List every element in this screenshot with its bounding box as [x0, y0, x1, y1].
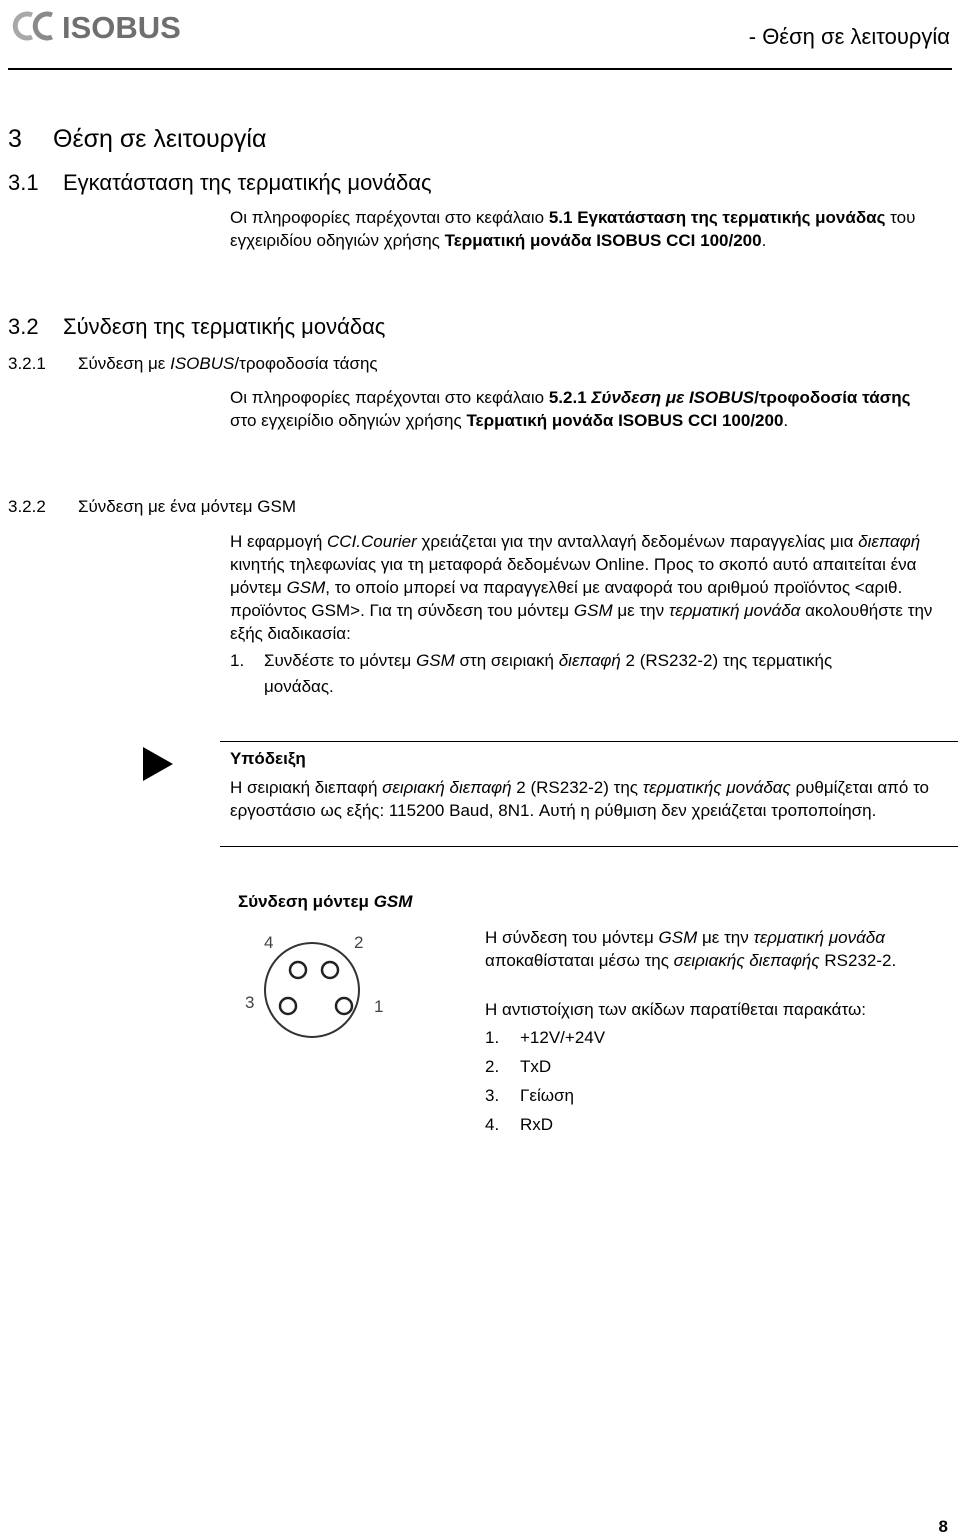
- list-item: [485, 1115, 605, 1144]
- chapter-number: 5.2.1: [548, 388, 592, 407]
- header-title: - Θέση σε λειτουργία: [748, 24, 950, 49]
- text-run: αποκαθίσταται μέσω της: [485, 951, 674, 970]
- text-run: , το οποίο μπορεί να παραγγελθεί με αναφορά του αριθμού προϊόντος <αριθ. προϊόντος GSM>. Για τη σύνδεση του μόντεμ: [230, 578, 903, 620]
- text-run: 2 (RS232-2) της τερματικής: [620, 651, 833, 670]
- paragraph-3-1: [230, 206, 940, 252]
- section-number: 3.2: [8, 314, 39, 339]
- section-title: Θέση σε λειτουργία: [53, 125, 267, 153]
- pin-assignment-list: [485, 1028, 605, 1144]
- term-italic: τερματικής μονάδας: [642, 778, 791, 797]
- term-italic: τερματική μονάδα: [668, 601, 801, 620]
- isobus-logo: [10, 2, 220, 50]
- term-italic: τερματική μονάδα: [753, 928, 885, 947]
- manual-reference: Τερματική μονάδα ISOBUS CCI 100/200: [444, 231, 762, 250]
- term-italic: διεπαφή: [858, 532, 921, 551]
- section-title: Σύνδεση με ένα μόντεμ GSM: [78, 497, 297, 516]
- note-arrow-icon: [143, 747, 173, 781]
- section-number: 3.1: [8, 170, 39, 195]
- section-number: 3.2.2: [8, 497, 46, 516]
- pin-label-3: 3: [245, 993, 255, 1012]
- pin-3-socket: [280, 998, 296, 1014]
- pin-assignment-intro: Η αντιστοίχιση των ακίδων παρατίθεται παρακάτω:: [485, 1000, 866, 1019]
- text-run: Η σύνδεση του μόντεμ: [485, 928, 659, 947]
- section-heading-3-2-2: [8, 497, 296, 517]
- text-run: 2 (RS232-2) της: [511, 778, 643, 797]
- pin-label-2: 2: [354, 933, 364, 952]
- connector-outline: [265, 943, 359, 1037]
- text-run: χρειάζεται για την ανταλλαγή δεδομένων παραγγελίας μια: [416, 532, 859, 551]
- text-run: .: [783, 411, 789, 430]
- chapter-title-italic: Σύνδεση με ISOBUS: [591, 388, 755, 407]
- list-item: [485, 1086, 605, 1115]
- text-run: Οι πληροφορίες παρέχονται στο κεφάλαιο: [230, 388, 549, 407]
- note-bottom-rule: [220, 846, 958, 847]
- pin-label-1: 1: [374, 997, 384, 1016]
- text-run: ακολουθήστε την εξής διαδικασία:: [230, 601, 933, 643]
- connector-diagram: [238, 928, 398, 1038]
- term-italic: GSM: [573, 601, 613, 620]
- pin-label-4: 4: [264, 933, 274, 952]
- term-italic: GSM: [286, 578, 326, 597]
- chapter-reference: 5.1 Εγκατάσταση της τερματικής μονάδας: [548, 208, 886, 227]
- figure-title: [238, 892, 412, 912]
- pin-function: TxD: [520, 1057, 552, 1076]
- list-item: [485, 1028, 605, 1057]
- page-number: 8: [938, 1517, 948, 1536]
- text-run: με την: [612, 601, 669, 620]
- text-run: Συνδέστε το μόντεμ: [264, 651, 417, 670]
- text-run: .: [761, 231, 767, 250]
- pin-number: 3.: [485, 1086, 500, 1105]
- app-name: CCI.Courier: [327, 532, 417, 551]
- term-italic: σειριακή διεπαφή: [382, 778, 512, 797]
- section-heading-3-2: [8, 314, 385, 340]
- note-top-rule: [220, 741, 958, 742]
- title-run: Σύνδεση με: [78, 354, 171, 373]
- pin-number: 2.: [485, 1057, 500, 1076]
- header-divider: [8, 68, 952, 70]
- note-title: Υπόδειξη: [230, 749, 306, 768]
- section-heading-3: [8, 125, 266, 154]
- title-run: /τροφοδοσία τάσης: [234, 354, 378, 373]
- text-run: Η εφαρμογή: [230, 532, 328, 551]
- procedure-step: [230, 648, 940, 700]
- title-run-italic: ISOBUS: [170, 354, 235, 373]
- pin-4-socket: [290, 962, 306, 978]
- pin-number: 1.: [485, 1028, 500, 1047]
- term-italic: GSM: [373, 892, 413, 911]
- section-title: Σύνδεση της τερματικής μονάδας: [63, 314, 386, 339]
- paragraph-3-2-1: [230, 386, 940, 432]
- pin-function: Γείωση: [520, 1086, 574, 1105]
- text-run: Σύνδεση μόντεμ: [238, 892, 374, 911]
- text-run: με την: [697, 928, 754, 947]
- list-item: [485, 1057, 605, 1086]
- figure-description: [485, 926, 955, 972]
- text-run: ρυθμίζεται από το εργοστάσιο ως εξής: 115200 Baud, 8N1. Αυτή η ρύθμιση δεν χρειάζεται τροποποίηση.: [230, 778, 929, 820]
- logo-graphic: [10, 2, 220, 50]
- pin-function: RxD: [520, 1115, 554, 1134]
- section-heading-3-2-1: [8, 354, 378, 374]
- text-run: RS232-2.: [819, 951, 897, 970]
- section-number: 3.2.1: [8, 354, 46, 373]
- paragraph-3-2-2: [230, 530, 940, 645]
- section-title: Εγκατάσταση της τερματικής μονάδας: [63, 170, 432, 195]
- text-run: Οι πληροφορίες παρέχονται στο κεφάλαιο: [230, 208, 549, 227]
- pin-number: 4.: [485, 1115, 500, 1134]
- text-run: στο εγχειρίδιο οδηγιών χρήσης: [230, 411, 467, 430]
- term-italic: διεπαφή: [558, 651, 621, 670]
- manual-reference: Τερματική μονάδα ISOBUS CCI 100/200: [466, 411, 784, 430]
- pin-2-socket: [322, 962, 338, 978]
- pin-1-socket: [336, 998, 352, 1014]
- chapter-title: /τροφοδοσία τάσης: [754, 388, 911, 407]
- text-run: του εγχειριδίου οδηγιών χρήσης: [230, 208, 916, 250]
- note-text: [230, 776, 940, 822]
- term-italic: σειριακής διεπαφής: [673, 951, 820, 970]
- text-run: Η σειριακή διεπαφή: [230, 778, 383, 797]
- text-run: κινητής τηλεφωνίας για τη μεταφορά δεδομένων Online. Προς το σκοπό αυτό απαιτείται ένα μόντεμ: [230, 555, 917, 597]
- logo-text: ISOBUS: [62, 10, 181, 45]
- section-number: 3: [8, 125, 22, 153]
- section-heading-3-1: [8, 170, 432, 196]
- text-run: μονάδας.: [264, 677, 334, 696]
- text-run: στη σειριακή: [454, 651, 559, 670]
- term-italic: GSM: [658, 928, 698, 947]
- pin-function: +12V/+24V: [520, 1028, 606, 1047]
- term-italic: GSM: [416, 651, 455, 670]
- step-number: 1.: [230, 651, 245, 670]
